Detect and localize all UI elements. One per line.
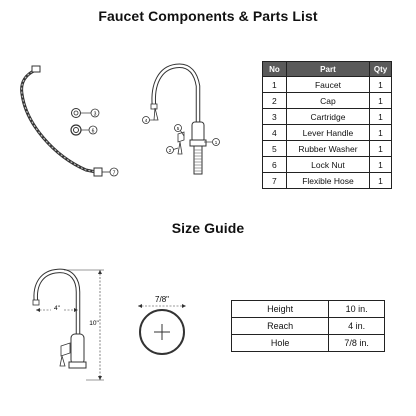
row-part: Lock Nut: [286, 157, 369, 173]
size-guide-title: Size Guide: [171, 220, 245, 236]
callout-cartridge-label: 3: [93, 111, 97, 118]
parts-table: [262, 61, 392, 189]
row-qty: 1: [370, 93, 392, 109]
small-parts-illustration: [66, 104, 106, 140]
callout-faucet-label: 1: [214, 140, 218, 145]
callout-hose-label: 7: [112, 170, 116, 177]
size-label: Reach: [232, 318, 329, 335]
size-value: 10 in.: [329, 301, 385, 318]
row-part: Flexible Hose: [286, 173, 369, 189]
table-row: [263, 93, 392, 109]
faucet-dimension-diagram: [24, 262, 124, 390]
row-qty: 1: [370, 109, 392, 125]
row-qty: 1: [370, 157, 392, 173]
table-row: [263, 77, 392, 93]
faucet-assembly-illustration: [140, 60, 240, 180]
row-no: 2: [263, 93, 287, 109]
row-qty: 1: [370, 125, 392, 141]
row-part: Cap: [286, 93, 369, 109]
row-qty: 1: [370, 141, 392, 157]
table-row: [232, 335, 385, 352]
table-row: [263, 157, 392, 173]
row-part: Rubber Washer: [286, 141, 369, 157]
callout-locknut-label: 6: [91, 128, 95, 135]
size-label: Hole: [232, 335, 329, 352]
row-qty: 1: [370, 77, 392, 93]
size-label: Height: [232, 301, 329, 318]
header-no: No: [263, 62, 287, 77]
components-title: Faucet Components & Parts List: [98, 8, 318, 24]
table-row: [232, 318, 385, 335]
reach-dimension-label: 4": [54, 305, 60, 312]
height-dimension-label: 10": [89, 320, 99, 327]
row-part: Cartridge: [286, 109, 369, 125]
row-no: 3: [263, 109, 287, 125]
row-no: 6: [263, 157, 287, 173]
size-table: [231, 300, 385, 352]
size-value: 7/8 in.: [329, 335, 385, 352]
table-row: [263, 141, 392, 157]
table-row: [263, 109, 392, 125]
table-row: [263, 125, 392, 141]
row-no: 7: [263, 173, 287, 189]
size-value: 4 in.: [329, 318, 385, 335]
row-part: Faucet: [286, 77, 369, 93]
row-qty: 1: [370, 173, 392, 189]
parts-table-header: [263, 62, 392, 77]
hole-dimension-diagram: [132, 290, 192, 358]
header-qty: Qty: [370, 62, 392, 77]
row-no: 1: [263, 77, 287, 93]
row-no: 4: [263, 125, 287, 141]
table-row: [263, 173, 392, 189]
table-row: [232, 301, 385, 318]
callout-washer-label: 5: [176, 126, 180, 131]
header-part: Part: [286, 62, 369, 77]
callout-handle-label: 4: [144, 118, 148, 123]
hole-dimension-label: 7/8": [155, 295, 169, 304]
callout-cap-label: 2: [168, 148, 172, 153]
row-part: Lever Handle: [286, 125, 369, 141]
row-no: 5: [263, 141, 287, 157]
